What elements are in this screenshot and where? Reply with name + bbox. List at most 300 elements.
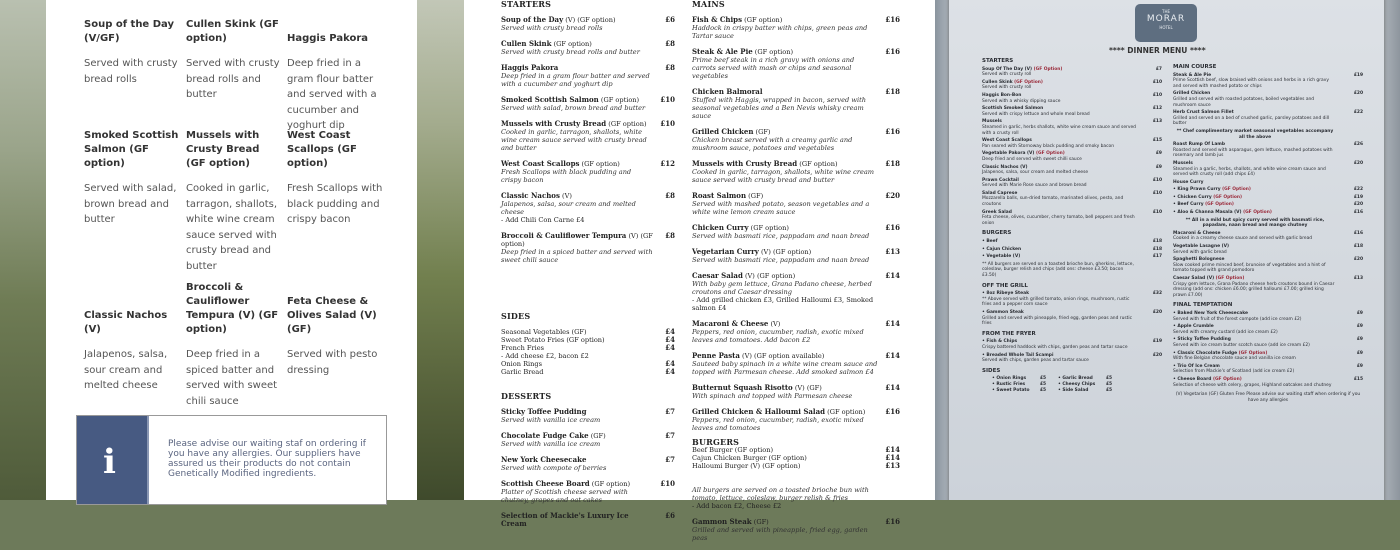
photo-menu-item [982,254,1162,260]
item-tags: (GF option) [581,160,620,168]
item-name-text: Prawn Cocktail [982,177,1019,183]
item-name-text: Steak & Ale Pie [1173,72,1212,78]
item-tags: (GF option) [799,160,838,168]
side-name: • Sweet Potato [992,387,1030,393]
item-name: Grilled Chicken [692,127,754,136]
menu-item-card [287,18,383,134]
item-price: £10 [1152,209,1162,215]
item-name: Macaroni & Cheese [692,319,769,328]
item-description: Peppers, red onion, cucumber, radish, exotic mixed leaves and tomatoes [692,416,864,432]
item-description: Served with ice cream butter scotch sauce (add ice cream £2) [1173,342,1310,348]
item-price: £15 [1353,376,1363,382]
item-description: Served with crusty bread rolls [501,24,603,32]
item-tags: (GF) [755,128,771,136]
item-price: £13 [885,247,900,256]
item-description: Jalapenos, salsa, sour cream and melted cheese [501,200,636,216]
item-description: Served with crusty roll [982,85,1032,91]
item-name: Fish & Chips [692,15,743,24]
item-name-text: • Vegetable (V) [982,254,1021,260]
item-price: £18 [885,159,900,168]
menu-item-description: Cooked in garlic, tarragon, shallots, white wine cream sauce served with crusty bread and butter [186,183,278,272]
item-name-text: • Sticky Toffee Pudding [1173,337,1231,343]
photo-menu-item [982,339,1162,350]
dinner-menu-title: **** DINNER MENU **** [1109,46,1206,55]
item-price: £20 [1353,257,1363,263]
item-name: West Coast Scallops [501,159,580,168]
menu-item [692,48,900,80]
item-price: £8 [665,63,675,72]
photo-menu-item [1173,244,1363,255]
menu-item [501,432,675,448]
item-price: £16 [885,223,900,232]
item-description: Crispy battered haddock with chips, garden peas and tartar sauce [982,344,1128,350]
item-name-text: Soup Of The Day (V) [982,66,1033,72]
item-price: £8 [665,39,675,48]
photo-menu-item [1173,195,1363,201]
info-icon: i [103,442,116,482]
side-price: £5 [1040,381,1047,387]
item-price: £14 [885,453,900,462]
photo-menu-item [982,210,1162,227]
item-description: With spinach and topped with Parmesan cheese [692,392,853,400]
menu-item [692,224,900,240]
item-price: £9 [1356,363,1363,369]
side-price: £5 [1106,376,1113,382]
item-price: £10 [660,479,675,488]
item-name: Smoked Scottish Salmon [501,95,599,104]
photo-menu-item [982,191,1162,208]
menu-document [464,0,935,542]
menu-item-card [84,18,180,87]
menu-item-card [287,283,383,378]
item-name-text: Mussels [1173,160,1193,166]
menu-item-description: Served with pesto dressing [287,349,378,376]
item-name [1173,210,1337,216]
item-name: Roast Salmon [692,191,747,200]
item-price: £6 [665,15,675,24]
item-name-text: Vegetable Pakora (V) [982,151,1035,157]
photo-menu-item [982,67,1162,78]
item-description: Grilled and served with pineapple, fried egg, garden peas [692,526,868,542]
item-price: £12 [660,159,675,168]
item-tags: (V) (GF) [794,384,822,392]
item-price: £22 [1353,187,1363,193]
photo-menu-item [982,151,1162,162]
item-name [982,239,1136,245]
photo-menu-item [1173,142,1363,159]
item-price: £14 [885,271,900,280]
item-description: Served with crispy lettuce and whole meal bread [982,111,1090,117]
menu-item-card [186,18,282,103]
item-name: New York Cheesecake [501,455,587,464]
item-tags: (V) (GF option) [744,272,796,280]
item-description: Fresh Scallops with black pudding and crispy bacon [501,168,632,184]
item-name: Scottish Cheese Board [501,479,590,488]
item-name: Beef Burger (GF option) [692,446,774,454]
photo-menu-item [1173,351,1363,362]
item-name-text: • Gammon Steak [982,309,1024,315]
item-description: Served with vanilla ice cream [501,416,601,424]
menu-item [692,272,900,312]
item-description: Slow cooked prime minced beef, brunoise of vegetables and a hint of tomato topped with grand pomodoro [1173,262,1326,274]
item-description: Served with creamy custard (add ice cream £2) [1173,329,1278,335]
item-price: £10 [1152,177,1162,183]
list-item [692,446,900,454]
item-description: Served with salad, brown bread and butter [501,104,646,112]
item-name-text: • Beef [982,239,998,245]
item-price: £9 [1155,151,1162,157]
item-tags: (V) [562,192,572,200]
side-name: • Garlic Bread [1058,376,1093,382]
item-name: Chocolate Fudge Cake [501,431,589,440]
item-description: Deep fried in a spiced batter and served with sweet chili sauce [501,248,653,264]
item-name-text: Macaroni & Cheese [1173,230,1221,236]
item-name [1173,187,1337,193]
item-price: £16 [885,47,900,56]
item-name-text: Caesar Salad (V) [1173,276,1215,281]
menu-item-card [84,130,180,228]
photo-menu-item [982,165,1162,176]
item-name: Mussels with Crusty Bread [501,119,607,128]
item-description: Served with vanilla ice cream [501,440,601,448]
item-description: Served with compote of berries [501,464,607,472]
photo-menu-item [1173,210,1363,216]
item-name-text: • Apple Crumble [1173,324,1214,330]
menu-item-description: Deep fried in a spiced batter and served with sweet chili sauce [186,349,278,407]
item-price: £16 [885,15,900,24]
photo-menu-item [982,138,1162,149]
item-description: ** Above served with grilled tomato, onion rings, mushroom, rustic fries and a pepper corn sauce [982,296,1130,308]
item-price: £13 [1152,119,1162,125]
item-description: Grilled and served with roasted potatoes, boiled vegetables and mushroom sauce [1173,96,1315,108]
item-name-text: West Coast Scallops [982,138,1032,144]
item-name: Butternut Squash Risotto [692,383,793,392]
item-description: Jalapenos, salsa, sour cream and melted cheese [982,170,1089,176]
item-description: Served with mashed potato, season vegetables and a white wine lemon cream sauce [692,200,870,216]
item-tags: (GF option) [553,40,592,48]
item-price: £10 [1152,92,1162,98]
item-name-text: Scottish Smoked Salmon [982,106,1044,112]
item-description: Sauteed baby spinach in a white wine cream sauce and topped with Parmesan cheese. Add smoked salmon £4 [692,360,878,376]
item-price: £4 [665,367,675,376]
item-name: Selection of Mackie's Luxury Ice Cream [501,511,629,528]
item-description: Feta cheese, olives, cucumber, cherry tomato, bell peppers and fresh onion [982,215,1135,226]
item-tags: (V) (GF option) [565,16,616,24]
menu-item-name: West Coast Scallops (GF option) [287,130,357,169]
item-name [982,247,1136,253]
item-name-text: Greek Salad [982,209,1012,215]
menu-item-description: Jalapenos, salsa, sour cream and melted cheese [84,349,168,391]
item-name-text: Spaghetti Bolognese [1173,257,1225,263]
menu-item-name: Feta Cheese & Olives Salad (V) (GF) [287,296,377,335]
item-extra: - Add Chili Con Carne £4 [501,216,585,224]
item-description: Cooked in a creamy cheese sauce and served with garlic bread [1173,236,1313,242]
side-name: • Side Salad [1058,387,1089,393]
menu-item [501,160,675,184]
menu-item-description: Served with salad, brown bread and butter [84,183,177,225]
menu-item-card [186,130,282,274]
item-name-text: Classic Nachos (V) [982,164,1028,170]
item-price: £9 [1155,164,1162,170]
item-price: £7 [665,407,675,416]
item-tags: (GF option) [591,480,631,488]
menu-item [692,408,900,432]
menu-item [692,320,900,344]
landscape-background-left [0,0,46,500]
item-name [1173,195,1337,201]
item-description: Stuffed with Haggis, wrapped in bacon, served with seasonal vegetables and a Ben Nevis whisky cream sauce [692,96,866,120]
item-name: Grilled Chicken & Halloumi Salad [692,407,826,416]
photo-menu-item [1173,110,1363,127]
item-description: Mozzarella balls, sun-dried tomato, marinated olives, pesto, and croutons [982,196,1124,208]
item-tags: (GF option) [608,120,647,128]
item-description: Steamed in garlic, herbs shallots, white wine cream sauce and served with a crusty roll [982,124,1136,136]
side-price: £5 [1040,387,1047,393]
mains-column [692,0,900,550]
item-price: £7 [665,455,675,464]
menu-item [501,64,675,88]
item-description: Served with Marie Rose sauce and brown bread [982,183,1087,189]
item-price: £10 [1152,190,1162,196]
item-name-text: • Aloo & Channa Masala (V) [1173,210,1242,216]
item-description: Prime beef steak in a rich gravy with onions and carrots served with mash or chips and seasonal vegetables [692,56,855,80]
item-name: Seasonal Vegetables (GF) [501,328,587,336]
photo-menu-item [982,80,1162,91]
photo-menu-item [1173,73,1363,90]
item-price: £20 [1353,160,1363,166]
item-name-text: • 8oz Ribeye Steak [982,291,1029,297]
item-name: Soup of the Day [501,15,564,24]
menu-item-name: Smoked Scottish Salmon (GF option) [84,130,179,169]
item-tags: (GF option) [744,16,783,24]
item-description: With baby gem lettuce, Grana Padano cheese, herbed croutons and Caesar dressing [692,280,872,296]
item-tags: (V) [770,320,781,328]
item-price: £17 [1152,254,1162,260]
side-price: £5 [1040,376,1047,382]
item-price: £13 [885,461,900,470]
side-price: £5 [1106,381,1113,387]
item-price: £14 [885,445,900,454]
item-extra: - Add grilled chicken £3, Grilled Halloumi £3, Smoked salmon £4 [692,296,874,312]
photo-menu-item [1173,377,1363,388]
item-price: £19 [1353,194,1363,200]
item-description: Roasted and served with asparagus, gem lettuce, mashed potatoes with rosemary and lamb jus [1173,147,1333,159]
menu-item-name: Broccoli & Cauliflower Tempura (V) (GF option) [186,282,279,335]
item-price: £8 [665,191,675,200]
item-price: £9 [1356,337,1363,343]
list-item [501,344,675,352]
gf-tag: (GF Option) [1033,66,1063,72]
photo-menu-item [1173,161,1363,178]
menu-item-name: Mussels with Crusty Bread (GF option) [186,130,260,169]
mains-heading: MAINS [692,0,725,9]
item-name: Chicken Curry [692,223,749,232]
menu-item [501,120,675,152]
item-price: £10 [1152,79,1162,85]
side-name: • Rustic Fries [992,381,1026,387]
gf-tag: (GF Option) [1238,350,1268,356]
item-name: Vegetarian Curry [692,247,759,256]
item-price: £14 [885,383,900,392]
photo-menu-item [1173,364,1363,375]
item-price: £19 [1152,339,1162,345]
item-name-text: • Baked New York Cheesecake [1173,310,1248,316]
list-item [501,352,675,360]
item-description: Served with basmati rice, pappadam and naan bread [692,256,870,264]
item-name-text: • Classic Chocolate Fudge [1173,350,1238,356]
landscape-background-middle [417,0,464,500]
starters-heading: STARTERS [501,0,552,9]
printed-menu-sheet [949,0,1384,500]
item-price: £12 [1152,106,1162,112]
item-name [1173,202,1337,208]
item-description: Deep fried in a gram flour batter and served with a cucumber and yoghurt dip [501,72,650,88]
item-name-text: • Trio Of Ice Cream [1173,363,1220,369]
item-name-text: • Cheese Board [1173,376,1212,382]
item-tags: (GF) [753,518,769,526]
item-description: Grilled and served on a bed of crushed garlic, parsley potatoes and dill butter [1173,115,1330,127]
item-name: French Fries [501,344,545,352]
photo-menu-item [1173,324,1363,335]
item-description: Selection of cheese with celery, grapes, Highland oatcakes and chutney [1173,382,1332,388]
photo-menu-item [982,178,1162,189]
item-name-text: Grilled Chicken [1173,91,1211,97]
item-price: £4 [665,335,675,344]
item-description: Served with fruit of the forest compote (add ice cream £2) [1173,316,1302,322]
item-price: £18 [1152,246,1162,252]
photo-menu-item [1173,257,1363,274]
menu-item [501,232,675,264]
item-name: Cajun Chicken Burger (GF option) [692,454,807,462]
photo-right-column: MAIN COURSE Steak & Ale Pie Prime Scottish beef, slow braised with onions and herbs in a rich gravy and served with mashed potato or chips £19 Grilled Chicken Grilled and served with roasted potatoes, boiled vegetables and mushroom sauce £20 Herb Crust Salmon Fillet Grilled and served on a bed of crushed garlic, parsley potatoes and dill butter £22 ** Chef complimentary market seasonal vegetables accompany all the above Roast Rump Of Lamb Roasted and served with asparagus, gem lettuce, mashed potatoes with rosemary and lamb jus £26 Mussels Steamed in a garlic, herbs, shallots, and white wine cream sauce and served with crusty roll (add chips £4) £20 House Curry • King Prawn Curry (GF Option) £22 • Chicken Curry (GF Option) £19 • Beef Curry (GF Option) £20 • Aloo & Channa Masala (V) (GF Option) £16 ** All in a mild but spicy curry served with basmati rice, papadam, naan bread and mango chutney Macaroni & Cheese Cooked in a creamy cheese sauce and served with garlic bread £16 Vegetable Lasagne (V) Served with garlic bread £18 Spaghetti Bolognese Slow cooked prime minced beef, brunoise of vegetables and a hint of tomato topped with grand pomodoro £20 Caesar Salad (V) (GF Option) Crispy gem lettuce, Grana Padano cheese herb croutons bound in Caesar dressing (add ons: chicken £6.00; grilled halloumi £7.00; grilled king prawn £7.00) £13 FINAL TEMPTATION • Baked New York Cheesecake Served with fruit of the forest compote (add ice cream £2) £9 • Apple Crumble Served with creamy custard (add ice cream £2) £9 • Sticky Toffee Pudding Served with ice cream butter scotch sauce (add ice cream £2) £9 • Classic Chocolate Fudge (GF Option) With fine Belgian chocolate sauce and vanilla ice cream £9 • Trio Of Ice Cream Selection from Mackie's of Scotland (add ice cream £2) £9 • Cheese Board (GF Option) Selection of cheese with celery, grapes, Highland oatcakes and chutney £15 (V) Vegetarian (GF) Gluten Free Please advise our waiting staff when ordering if you have any allergies [1173,64,1363,403]
menu-item-name: Haggis Pakora [287,33,369,44]
item-price: £20 [1353,202,1363,208]
menu-web-page [46,0,417,500]
item-name: Penne Pasta [692,351,740,360]
item-tags: (V) (GF option available) [742,352,825,360]
item-description: Served with chips, garden peas and tartar sauce [982,358,1089,364]
item-name [982,254,1136,260]
item-tags: (GF option) [827,408,866,416]
gf-tag: (GF Option) [1014,79,1043,85]
photo-menu-item [982,119,1162,136]
item-description: Steamed in a garlic, herbs, shallots, and white wine cream sauce and served with crusty roll (add chips £4) [1173,166,1326,178]
item-name: - Add cheese £2, bacon £2 [501,352,589,360]
item-tags: (GF option) [754,48,794,56]
gf-tag: (GF Option) [1205,202,1234,208]
photo-menu-item [982,93,1162,104]
menu-item [501,40,675,56]
item-name-text: Roast Rump Of Lamb [1173,142,1226,148]
menu-item-card [186,283,282,409]
photo-menu-item [982,239,1162,245]
item-description: Served with crusty roll [982,72,1032,78]
photo-menu-item [1173,311,1363,322]
printed-menu-photo [935,0,1400,500]
item-description: Grilled and served with pineapple, fried egg, garden peas and rustic fries [982,315,1133,327]
list-item [501,336,675,344]
item-price: £8 [665,231,675,240]
item-price: £16 [1353,230,1363,236]
item-price: £16 [885,517,900,526]
item-tags: (GF) [748,192,764,200]
photo-menu-item [982,106,1162,117]
item-price: £6 [665,511,675,520]
menu-item [501,96,675,112]
item-price: £4 [665,343,675,352]
item-name-text: Salad Caprese [982,190,1018,196]
item-price: £20 [1353,91,1363,97]
item-name: Garlic Bread [501,368,544,376]
menu-item-card [84,283,180,394]
photo-menu-item [1173,187,1363,193]
item-description: Served with garlic bread [1173,249,1227,255]
list-item [692,454,900,462]
item-description: Pan seared with Stornoway black pudding and smoky bacon [982,143,1114,149]
menu-item [501,512,675,528]
photo-menu-item [1173,202,1363,208]
menu-item [501,192,675,224]
photo-menu-item [982,291,1162,308]
item-name: Chicken Balmoral [692,87,763,96]
item-price: £10 [660,119,675,128]
item-tags: (GF) [590,432,606,440]
menu-item-name: Classic Nachos (V) [84,310,168,335]
item-name-text: • Fish & Chips [982,339,1018,345]
item-name-text: Cullen Skink [982,79,1013,85]
item-price: £20 [885,191,900,200]
item-name: Sweet Potato Fries (GF option) [501,336,605,344]
gf-tag: (GF Option) [1212,376,1242,382]
sides-heading: SIDES [501,311,531,321]
item-name: Classic Nachos [501,191,560,200]
allergy-info-text: Please advise our waiting staf on ordering if you have any allergies. Our suppliers have assured us their products do not contain Genetically Modified ingredients. [168,439,366,479]
item-price: £18 [1152,239,1162,245]
item-tags: (GF option) [600,96,640,104]
menu-item-description: Served with crusty bread rolls and butter [186,58,280,100]
item-price: £15 [1152,138,1162,144]
item-price: £18 [885,87,900,96]
item-price: £22 [1353,110,1363,116]
item-tags: (GF option) [750,224,789,232]
item-price: £26 [1353,142,1363,148]
item-price: £9 [1356,310,1363,316]
gf-tag: (GF Option) [1215,276,1245,281]
menu-item [692,248,900,264]
photo-left-column: STARTERS Soup Of The Day (V) (GF Option) Served with crusty roll £7 Cullen Skink (GF Option) Served with crusty roll £10 Haggis Bon-Bon Served with a whisky dipping sauce £10 Scottish Smoked Salmon Served with crispy lettuce and whole meal bread £12 Mussels Steamed in garlic, herbs shallots, white wine cream sauce and served with a crusty roll £13 West Coast Scallops Pan seared with Stornoway black pudding and smoky bacon £15 Vegetable Pakora (V) (GF Option) Deep fried and served with sweet chilli sauce £9 Classic Nachos (V) Jalapenos, salsa, sour cream and melted cheese £9 Prawn Cocktail Served with Marie Rose sauce and brown bread £10 Salad Caprese Mozzarella balls, sun-dried tomato, marinated olives, pesto, and croutons £10 Greek Salad Feta cheese, olives, cucumber, cherry tomato, bell peppers and fresh onion £10 BURGERS • Beef £18 • Cajun Chicken £18 • Vegetable (V) £17 ** All burgers are served on a toasted brioche bun, gherkins, lettuce, coleslaw, burger relish and chips (add ons: cheese £3.50; bacon £3.50) OFF THE GRILL • 8oz Ribeye Steak ** Above served with grilled tomato, onion rings, mushroom, rustic fries and a pepper corn sauce £32 • Gammon Steak Grilled and served with pineapple, fried egg, garden peas and rustic fries £20 FROM THE FRYER • Fish & Chips Crispy battered haddock with chips, garden peas and tartar sauce £19 • Breaded Whole Tail Scampi Served with chips, garden peas and tartar sauce £20 SIDES • Onion Rings £5 • Garlic Bread £5 • Rustic Fries £5 • Cheesy Chips £5 • Sweet Potato £5 • Side Salad £5 [982,58,1162,393]
photo-menu-item [982,310,1162,327]
menu-item [692,128,900,152]
item-name: Steak & Ale Pie [692,47,753,56]
menu-item [692,192,900,216]
menu-item [692,160,900,184]
item-name: Onion Rings [501,360,542,368]
menu-item [501,16,675,32]
burgers-heading: BURGERS [692,437,740,447]
item-description: Prime Scottish beef, slow braised with onions and herbs in a rich gravy and served with mashed potato or chips [1173,78,1329,89]
menu-item [692,518,900,542]
item-description: Cooked in garlic, tarragon, shallots, white wine cream sauce served with crusty bread and butter [692,168,875,184]
item-name: Halloumi Burger (V) (GF option) [692,462,801,470]
item-name-text: • Beef Curry [1173,202,1204,208]
list-item [501,328,675,336]
item-name: Cullen Skink [501,39,552,48]
menu-item [692,352,900,376]
desserts-heading: DESSERTS [501,391,552,401]
item-price: £7 [665,431,675,440]
item-price: £20 [1152,309,1162,315]
item-price: £16 [885,407,900,416]
